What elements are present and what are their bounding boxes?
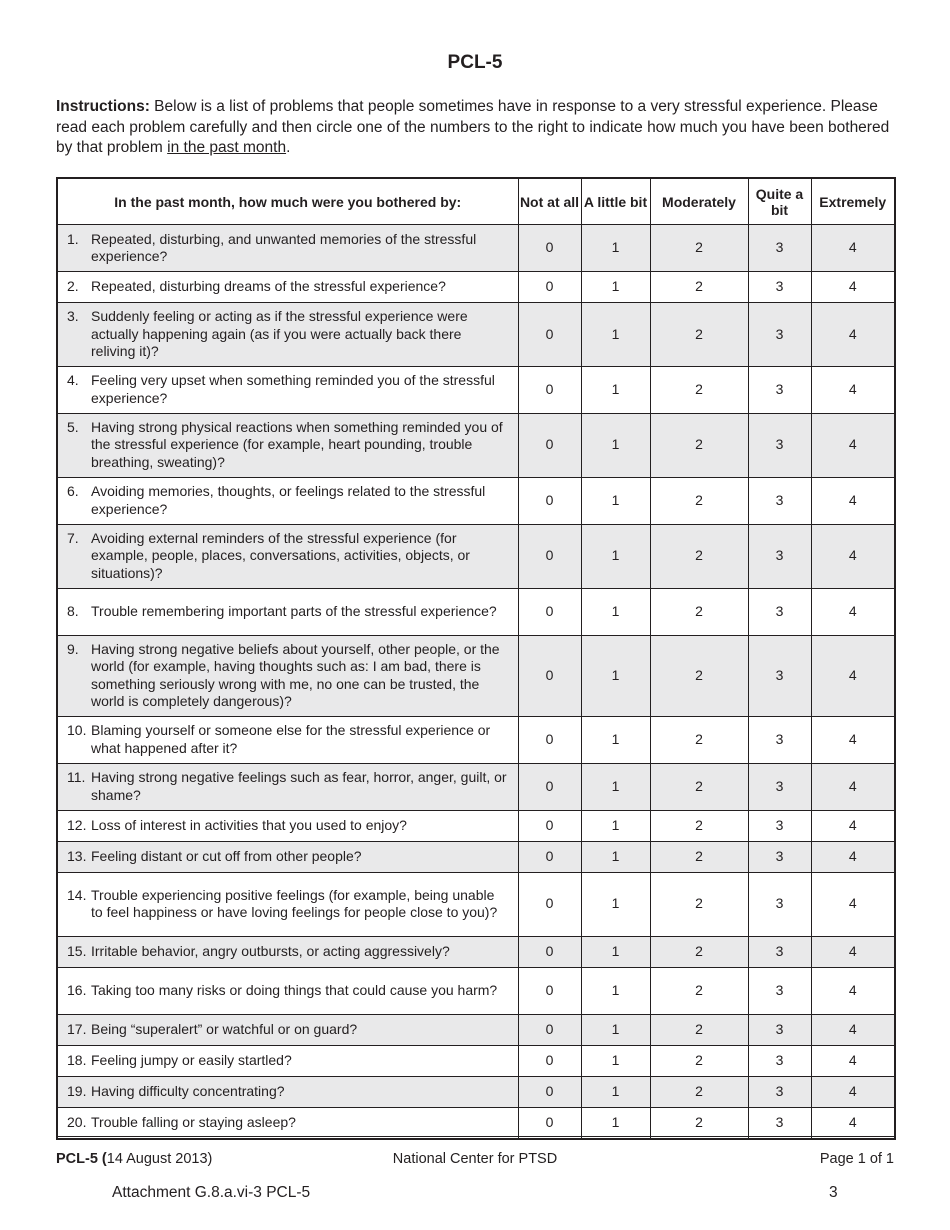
score-option-3[interactable]: 3 bbox=[748, 413, 811, 477]
score-option-1[interactable]: 1 bbox=[581, 936, 650, 967]
score-option-2[interactable]: 2 bbox=[650, 1014, 748, 1045]
item-text: Suddenly feeling or acting as if the stressful experience were actually happening again (as if you were actually back there reliving it)? bbox=[91, 308, 468, 359]
table-row bbox=[57, 841, 895, 872]
item-cell bbox=[57, 413, 518, 477]
score-option-1[interactable]: 1 bbox=[581, 225, 650, 272]
column-header-moderately: Moderately bbox=[650, 178, 748, 225]
score-option-1[interactable]: 1 bbox=[581, 763, 650, 810]
pcl-table bbox=[56, 177, 896, 1140]
table-row bbox=[57, 763, 895, 810]
item-text: Irritable behavior, angry outbursts, or acting aggressively? bbox=[91, 942, 450, 959]
score-option-4[interactable]: 4 bbox=[811, 524, 895, 588]
item-cell bbox=[57, 810, 518, 841]
score-option-3[interactable]: 3 bbox=[748, 810, 811, 841]
item-cell bbox=[57, 225, 518, 272]
table-row bbox=[57, 477, 895, 524]
score-option-4[interactable]: 4 bbox=[811, 588, 895, 635]
score-option-0[interactable]: 0 bbox=[518, 810, 581, 841]
score-option-0[interactable]: 0 bbox=[518, 763, 581, 810]
score-option-0[interactable]: 0 bbox=[518, 841, 581, 872]
score-option-1[interactable]: 1 bbox=[581, 477, 650, 524]
score-option-1[interactable]: 1 bbox=[581, 716, 650, 763]
item-cell bbox=[57, 1045, 518, 1076]
score-option-1[interactable]: 1 bbox=[581, 841, 650, 872]
table-row bbox=[57, 1076, 895, 1107]
page-title: PCL-5 bbox=[447, 52, 503, 73]
score-option-2[interactable]: 2 bbox=[650, 524, 748, 588]
score-option-4[interactable]: 4 bbox=[811, 366, 895, 413]
score-option-0[interactable]: 0 bbox=[518, 635, 581, 716]
score-option-0[interactable]: 0 bbox=[518, 588, 581, 635]
score-option-0[interactable]: 0 bbox=[518, 1076, 581, 1107]
item-text: Trouble remembering important parts of the stressful experience? bbox=[91, 602, 497, 619]
item-number: 4. bbox=[67, 372, 79, 388]
score-option-3[interactable]: 3 bbox=[748, 1014, 811, 1045]
score-option-2[interactable]: 2 bbox=[650, 477, 748, 524]
item-text: Having strong negative feelings such as fear, horror, anger, guilt, or shame? bbox=[91, 769, 507, 803]
score-option-3[interactable]: 3 bbox=[748, 588, 811, 635]
item-number: 5. bbox=[67, 418, 79, 435]
score-option-3[interactable]: 3 bbox=[748, 1045, 811, 1076]
column-header-quite-a-bit: Quite a bit bbox=[748, 178, 811, 225]
score-option-1[interactable]: 1 bbox=[581, 1014, 650, 1045]
item-text: Feeling jumpy or easily startled? bbox=[91, 1051, 292, 1068]
item-number: 15. bbox=[67, 942, 87, 959]
table-row bbox=[57, 225, 895, 272]
score-option-3[interactable]: 3 bbox=[748, 1076, 811, 1107]
item-cell bbox=[57, 936, 518, 967]
item-text: Being “superalert” or watchful or on guard? bbox=[91, 1020, 358, 1037]
score-option-2[interactable]: 2 bbox=[650, 413, 748, 477]
column-header-extremely: Extremely bbox=[811, 178, 895, 225]
score-option-2[interactable]: 2 bbox=[650, 841, 748, 872]
score-option-0[interactable]: 0 bbox=[518, 936, 581, 967]
item-cell bbox=[57, 272, 518, 303]
footer-divider bbox=[56, 1136, 894, 1137]
score-option-1[interactable]: 1 bbox=[581, 272, 650, 303]
table-row bbox=[57, 1014, 895, 1045]
item-number: 12. bbox=[67, 816, 87, 833]
item-cell bbox=[57, 1014, 518, 1045]
score-option-4[interactable]: 4 bbox=[811, 1014, 895, 1045]
score-option-4[interactable]: 4 bbox=[811, 716, 895, 763]
score-option-1[interactable]: 1 bbox=[581, 1045, 650, 1076]
table-header-row bbox=[57, 178, 895, 225]
instructions-lead: Instructions: bbox=[56, 98, 150, 115]
item-number: 14. bbox=[67, 886, 87, 903]
item-text: Having strong physical reactions when something reminded you of the stressful experience (for example, heart pounding, trouble breathing, sweating)? bbox=[91, 418, 503, 470]
score-option-1[interactable]: 1 bbox=[581, 872, 650, 936]
item-number: 6. bbox=[67, 483, 79, 499]
item-text: Repeated, disturbing dreams of the stressful experience? bbox=[91, 278, 446, 295]
score-option-4[interactable]: 4 bbox=[811, 810, 895, 841]
score-option-1[interactable]: 1 bbox=[581, 967, 650, 1014]
instructions-underlined: in the past month bbox=[167, 139, 287, 156]
score-option-3[interactable]: 3 bbox=[748, 716, 811, 763]
score-option-3[interactable]: 3 bbox=[748, 635, 811, 716]
score-option-3[interactable]: 3 bbox=[748, 477, 811, 524]
table-row bbox=[57, 272, 895, 303]
score-option-0[interactable]: 0 bbox=[518, 1045, 581, 1076]
item-text: Blaming yourself or someone else for the stressful experience or what happened after it? bbox=[91, 722, 491, 756]
table-row bbox=[57, 872, 895, 936]
score-option-4[interactable]: 4 bbox=[811, 763, 895, 810]
item-cell bbox=[57, 716, 518, 763]
item-text: Repeated, disturbing, and unwanted memories of the stressful experience? bbox=[91, 230, 477, 264]
score-option-0[interactable]: 0 bbox=[518, 716, 581, 763]
score-option-2[interactable]: 2 bbox=[650, 272, 748, 303]
item-number: 19. bbox=[67, 1082, 87, 1099]
score-option-0[interactable]: 0 bbox=[518, 366, 581, 413]
item-number: 17. bbox=[67, 1020, 87, 1037]
score-option-1[interactable]: 1 bbox=[581, 1107, 650, 1139]
item-text: Feeling very upset when something reminded you of the stressful experience? bbox=[91, 372, 495, 406]
item-number: 16. bbox=[67, 981, 87, 998]
item-cell bbox=[57, 477, 518, 524]
item-text: Loss of interest in activities that you used to enjoy? bbox=[91, 816, 407, 833]
item-cell bbox=[57, 763, 518, 810]
score-option-1[interactable]: 1 bbox=[581, 1076, 650, 1107]
score-option-3[interactable]: 3 bbox=[748, 872, 811, 936]
score-option-0[interactable]: 0 bbox=[518, 524, 581, 588]
item-text: Avoiding external reminders of the stressful experience (for example, people, places, conversations, activities, objects, or situations)? bbox=[91, 529, 470, 581]
table-body bbox=[57, 225, 895, 1139]
score-option-3[interactable]: 3 bbox=[748, 303, 811, 367]
score-option-3[interactable]: 3 bbox=[748, 272, 811, 303]
score-option-4[interactable]: 4 bbox=[811, 635, 895, 716]
score-option-1[interactable]: 1 bbox=[581, 635, 650, 716]
score-option-2[interactable]: 2 bbox=[650, 1045, 748, 1076]
score-option-2[interactable]: 2 bbox=[650, 810, 748, 841]
table-row bbox=[57, 936, 895, 967]
table-row bbox=[57, 810, 895, 841]
column-header-not-at-all: Not at all bbox=[518, 178, 581, 225]
score-option-4[interactable]: 4 bbox=[811, 841, 895, 872]
item-number: 18. bbox=[67, 1051, 87, 1068]
item-text: Having strong negative beliefs about yourself, other people, or the world (for example, having thoughts such as: I am bad, there is something seriously wrong with me, no one can be trusted, the world is completely dangerous)? bbox=[91, 640, 500, 709]
table-row bbox=[57, 524, 895, 588]
item-cell bbox=[57, 524, 518, 588]
item-number: 7. bbox=[67, 529, 79, 546]
column-header-question: In the past month, how much were you bothered by: bbox=[57, 178, 518, 225]
table-row bbox=[57, 588, 895, 635]
item-number: 20. bbox=[67, 1113, 87, 1130]
score-option-0[interactable]: 0 bbox=[518, 225, 581, 272]
score-option-0[interactable]: 0 bbox=[518, 477, 581, 524]
footer-organization: National Center for PTSD bbox=[392, 1151, 558, 1167]
item-number: 9. bbox=[67, 640, 79, 657]
score-option-0[interactable]: 0 bbox=[518, 413, 581, 477]
score-option-4[interactable]: 4 bbox=[811, 1076, 895, 1107]
score-option-2[interactable]: 2 bbox=[650, 1107, 748, 1139]
item-number: 10. bbox=[67, 722, 87, 738]
score-option-3[interactable]: 3 bbox=[748, 524, 811, 588]
table-row bbox=[57, 1107, 895, 1139]
item-text: Trouble falling or staying asleep? bbox=[91, 1113, 296, 1130]
attachment-label: Attachment G.8.a.vi-3 PCL-5 bbox=[112, 1184, 311, 1201]
item-text: Taking too many risks or doing things that could cause you harm? bbox=[91, 981, 498, 998]
score-option-0[interactable]: 0 bbox=[518, 303, 581, 367]
score-option-4[interactable]: 4 bbox=[811, 413, 895, 477]
score-option-1[interactable]: 1 bbox=[581, 810, 650, 841]
score-option-2[interactable]: 2 bbox=[650, 588, 748, 635]
item-cell bbox=[57, 841, 518, 872]
score-option-4[interactable]: 4 bbox=[811, 1045, 895, 1076]
score-option-2[interactable]: 2 bbox=[650, 716, 748, 763]
score-option-2[interactable]: 2 bbox=[650, 635, 748, 716]
item-cell bbox=[57, 588, 518, 635]
item-text: Feeling distant or cut off from other people? bbox=[91, 847, 362, 864]
score-option-0[interactable]: 0 bbox=[518, 1107, 581, 1139]
score-option-0[interactable]: 0 bbox=[518, 967, 581, 1014]
item-number: 11. bbox=[67, 769, 86, 785]
table-row bbox=[57, 1045, 895, 1076]
score-option-4[interactable]: 4 bbox=[811, 967, 895, 1014]
score-option-3[interactable]: 3 bbox=[748, 967, 811, 1014]
score-option-2[interactable]: 2 bbox=[650, 936, 748, 967]
attachment-page: 3 bbox=[829, 1184, 838, 1201]
score-option-2[interactable]: 2 bbox=[650, 303, 748, 367]
table-row bbox=[57, 303, 895, 367]
item-cell bbox=[57, 366, 518, 413]
score-option-2[interactable]: 2 bbox=[650, 763, 748, 810]
instructions bbox=[56, 97, 896, 159]
score-option-2[interactable]: 2 bbox=[650, 225, 748, 272]
footer-form-name: PCL-5 ( bbox=[56, 1151, 107, 1167]
score-option-3[interactable]: 3 bbox=[748, 936, 811, 967]
column-header-a-little-bit: A little bit bbox=[581, 178, 650, 225]
table-row bbox=[57, 716, 895, 763]
item-text: Trouble experiencing positive feelings (for example, being unable to feel happiness or have loving feelings for people close to you)? bbox=[91, 886, 498, 920]
item-number: 13. bbox=[67, 847, 87, 864]
score-option-4[interactable]: 4 bbox=[811, 1107, 895, 1139]
table-row bbox=[57, 967, 895, 1014]
item-text: Avoiding memories, thoughts, or feelings related to the stressful experience? bbox=[91, 483, 486, 517]
item-number: 3. bbox=[67, 308, 79, 324]
instructions-end: . bbox=[286, 139, 291, 156]
score-option-3[interactable]: 3 bbox=[748, 763, 811, 810]
score-option-1[interactable]: 1 bbox=[581, 303, 650, 367]
score-option-4[interactable]: 4 bbox=[811, 225, 895, 272]
table-row bbox=[57, 366, 895, 413]
score-option-2[interactable]: 2 bbox=[650, 967, 748, 1014]
score-option-1[interactable]: 1 bbox=[581, 588, 650, 635]
item-number: 1. bbox=[67, 230, 79, 247]
item-cell bbox=[57, 1076, 518, 1107]
table-row bbox=[57, 635, 895, 716]
score-option-4[interactable]: 4 bbox=[811, 303, 895, 367]
score-option-2[interactable]: 2 bbox=[650, 872, 748, 936]
score-option-3[interactable]: 3 bbox=[748, 841, 811, 872]
item-cell bbox=[57, 872, 518, 936]
score-option-3[interactable]: 3 bbox=[748, 1107, 811, 1139]
item-cell bbox=[57, 303, 518, 367]
score-option-4[interactable]: 4 bbox=[811, 477, 895, 524]
score-option-4[interactable]: 4 bbox=[811, 872, 895, 936]
score-option-2[interactable]: 2 bbox=[650, 366, 748, 413]
item-cell bbox=[57, 967, 518, 1014]
score-option-0[interactable]: 0 bbox=[518, 872, 581, 936]
score-option-3[interactable]: 3 bbox=[748, 366, 811, 413]
item-number: 2. bbox=[67, 278, 79, 295]
instructions-text: Below is a list of problems that people sometimes have in response to a very stressful experience. Please read each problem carefully and then circle one of the numbers to the right to indicate how much you have been bothered by that problem bbox=[56, 98, 890, 156]
score-option-0[interactable]: 0 bbox=[518, 272, 581, 303]
footer-page-number: Page 1 of 1 bbox=[819, 1151, 894, 1167]
score-option-0[interactable]: 0 bbox=[518, 1014, 581, 1045]
score-option-1[interactable]: 1 bbox=[581, 366, 650, 413]
score-option-4[interactable]: 4 bbox=[811, 272, 895, 303]
score-option-3[interactable]: 3 bbox=[748, 225, 811, 272]
score-option-1[interactable]: 1 bbox=[581, 524, 650, 588]
item-cell bbox=[57, 635, 518, 716]
item-text: Having difficulty concentrating? bbox=[91, 1082, 285, 1099]
score-option-1[interactable]: 1 bbox=[581, 413, 650, 477]
item-number: 8. bbox=[67, 602, 79, 619]
footer-form-date: 14 August 2013) bbox=[106, 1151, 213, 1167]
score-option-2[interactable]: 2 bbox=[650, 1076, 748, 1107]
score-option-4[interactable]: 4 bbox=[811, 936, 895, 967]
item-cell bbox=[57, 1107, 518, 1139]
table-row bbox=[57, 413, 895, 477]
